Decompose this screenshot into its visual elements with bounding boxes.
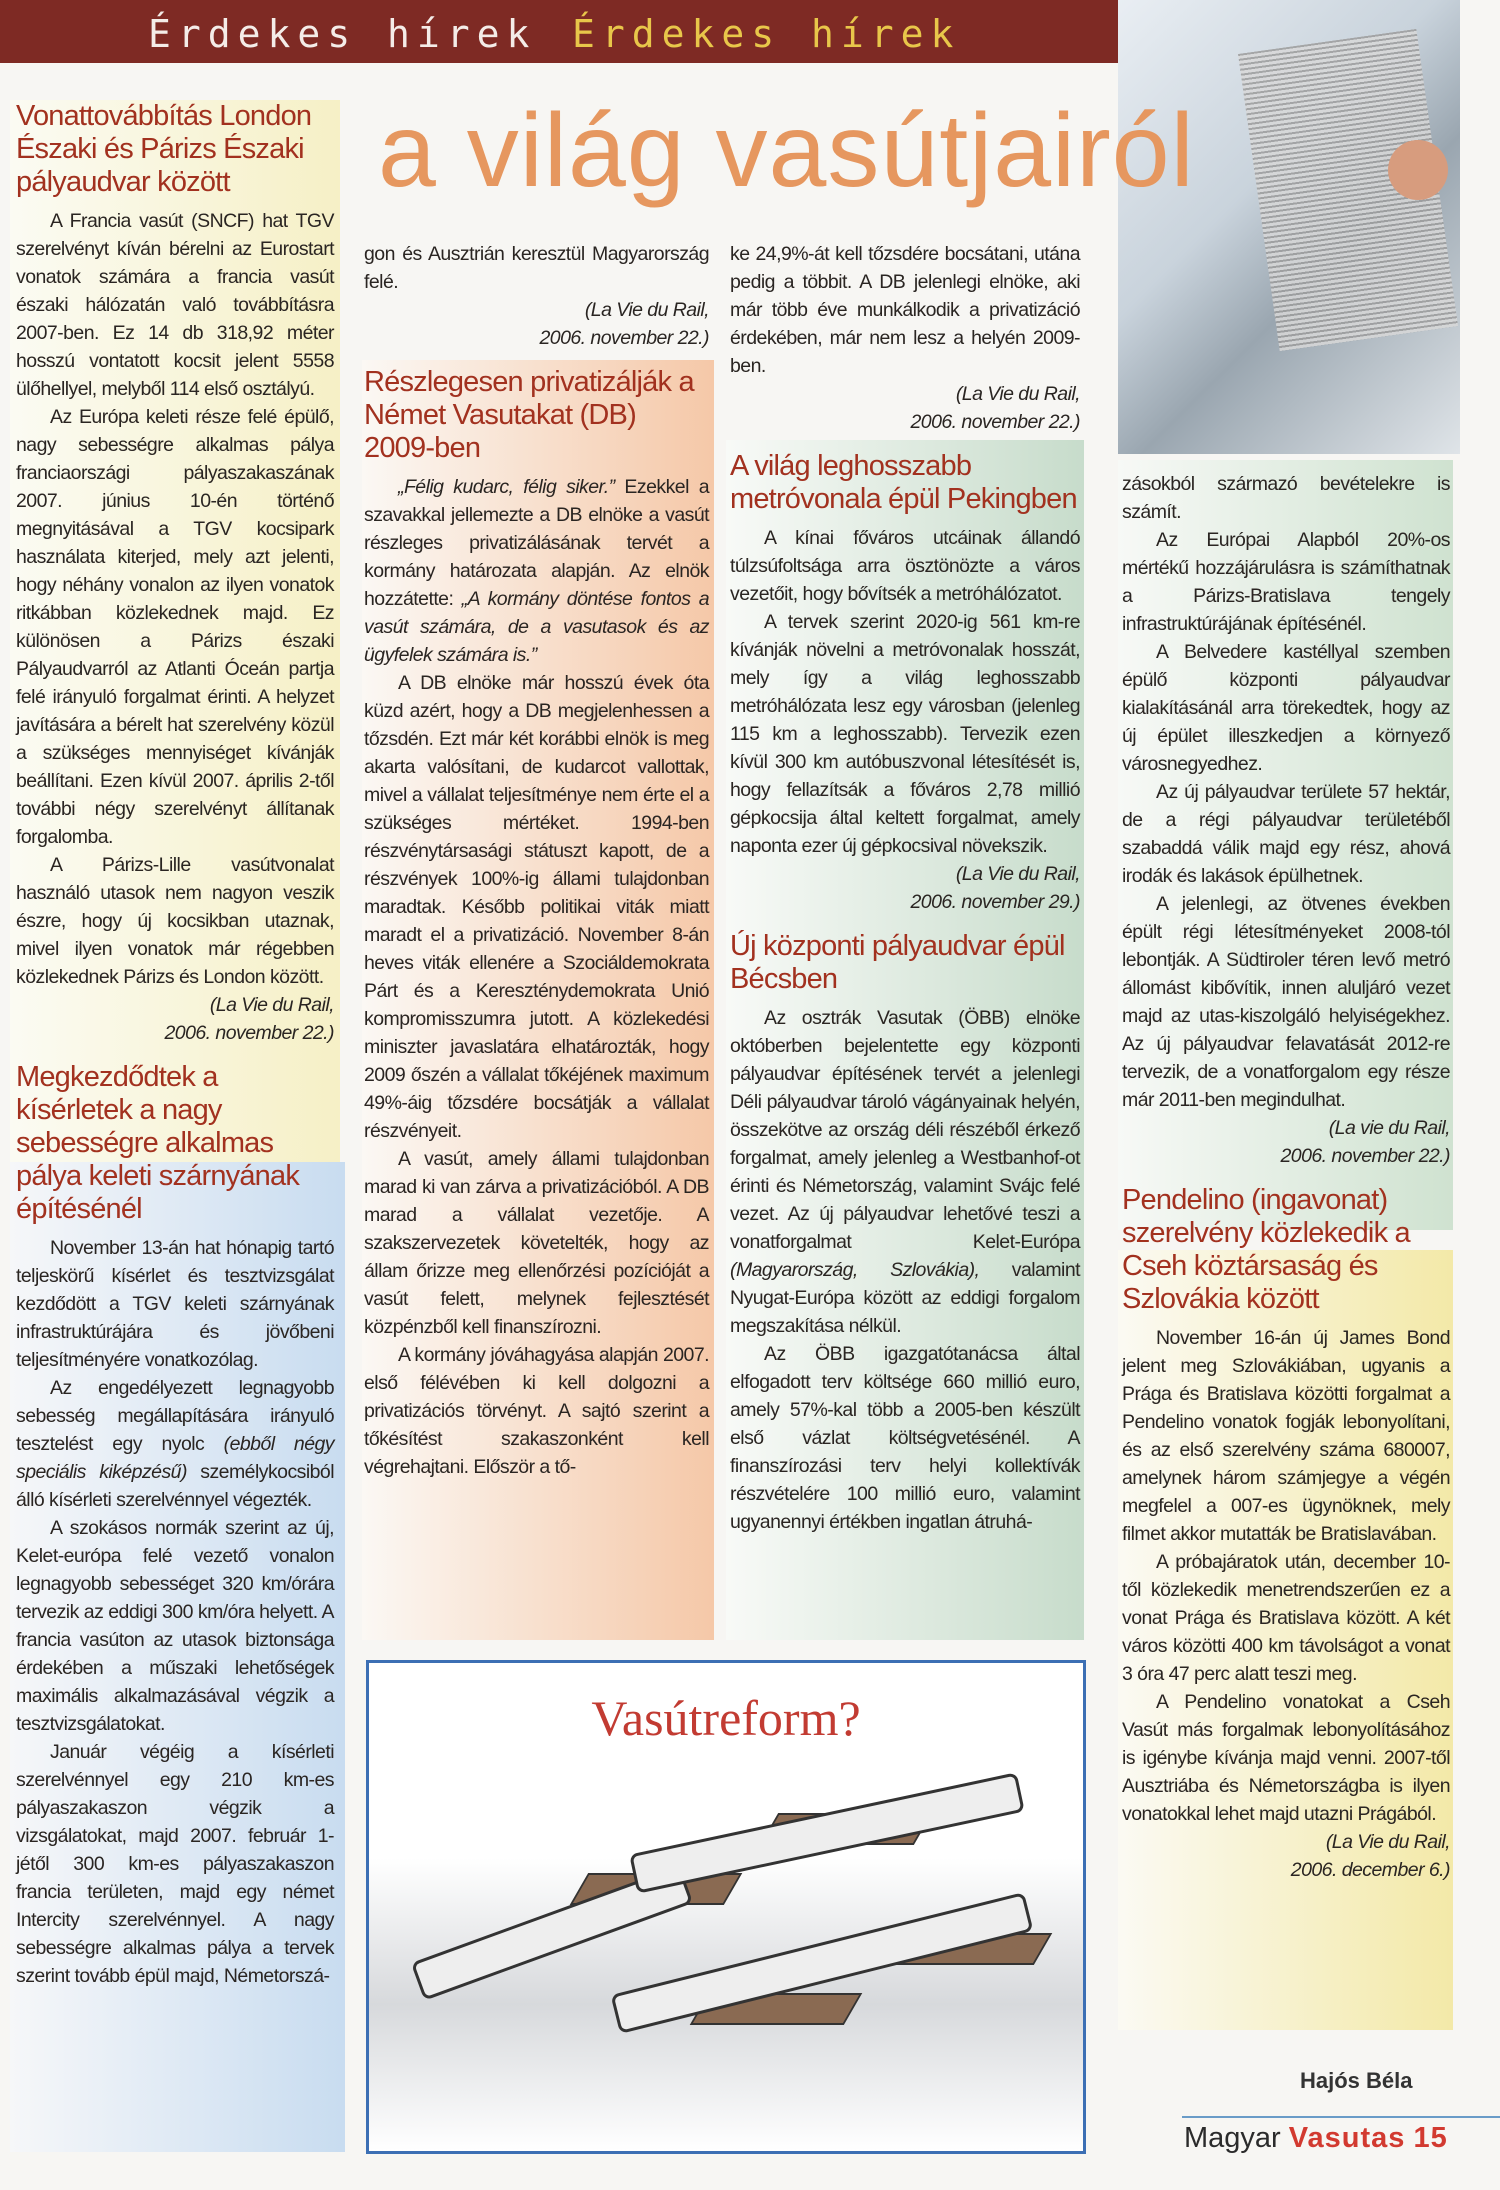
quote: „A kormány döntése fontos a vasút számára, de a vasutasok és az ügyfelek számára is.” (364, 588, 709, 666)
source: (La Vie du Rail, (584, 299, 709, 321)
section-label-accent: Érdekes hírek (572, 12, 961, 56)
italic-text: (ebből négy speciális kiképzésű) (16, 1433, 335, 1483)
paragraph: A jelenlegi, az ötvenes években épült régi létesítményeket 2008-tól lebontják. A Südtiroler téren levő metró állomást kibővítik, innen aluljáró vezet majd az utas-kiszolgáló helyiségekhez. Az új pályaudvar felavatását 2012-re tervezik, de a vonatforgalom egy része már 2011-ben megindulhat. (1122, 893, 1450, 1111)
page-number: 15 (1413, 2122, 1448, 2154)
text: valamint Nyugat-Európa között az eddigi forgalom megszakítása nélkül. (730, 1259, 1080, 1337)
article-london-paris (16, 100, 334, 1047)
source-date: 2006. november 22.) (539, 327, 709, 349)
paragraph: A szokásos normák szerint az új, Kelet-európa felé vezető vonalon legnagyobb sebességet 320 km/órára tervezik az eddigi 300 km/óra helyett. A francia vasúton az utasok biztonsága érdekében a műszaki lehetőségek maximális alkalmazásával végzik a tesztvizsgálatokat. (16, 1517, 334, 1735)
section-header-bar (0, 0, 1120, 63)
source-date: 2006. november 22.) (164, 1022, 334, 1044)
source-date: 2006. november 22.) (1280, 1145, 1450, 1167)
page-title: a világ vasútjairól (378, 93, 1195, 209)
paragraph (364, 473, 709, 669)
footer-divider (1182, 2116, 1500, 2118)
paragraph: A Belvedere kastéllyal szemben épülő központi pályaudvar kialakításánál arra törekedtek, hogy az új épület illeszkedjen a környező városnegyedhez. (1122, 641, 1450, 775)
text: Az osztrák Vasutak (ÖBB) elnöke októberben bejelentette egy központi pályaudvar építésének tervét a jelenlegi Déli pályaudvar tároló vágányainak helyén, összekötve az ország déli részéből érkező forgalmat, amely jelenleg a Westbanhof-ot érinti és Németország, valamint Svájc felé vezet. Az új pályaudvar lehetővé teszi a vonatforgalmat Kelet-Európa (730, 1007, 1080, 1253)
text: Az engedélyezett legnagyobb sebesség megállapítására irányuló tesztelést egy nyolc (16, 1377, 334, 1455)
paragraph: Az Európai Alapból 20%-os mértékű hozzájárulásra is számíthatnak a Párizs-Bratislava tengely infrastruktúrájának építésénél. (1122, 529, 1450, 635)
paragraph: A Francia vasút (SNCF) hat TGV szerelvényt kíván bérelni az Eurostart vonatok számára a francia vasút északi hálózatán való továbbításra 2007-ben. Ez 14 db 318,92 méter hosszú vontatott kocsit jelent 5558 ülőhellyel, melyből 114 első osztályú. (16, 210, 334, 400)
article-title: Megkezdődtek a kísérletek a nagy sebességre alkalmas pálya keleti szárnyának építésénél (16, 1061, 300, 1225)
paragraph-continued: zásokból származó bevételekre is számít. (1122, 473, 1450, 523)
page-footer (1184, 2122, 1448, 2155)
paragraph (16, 1374, 334, 1514)
column-3 (730, 240, 1080, 1536)
paragraph: A DB elnöke már hosszú évek óta küzd azért, hogy a DB megjelenhessen a tőzsdén. Ezt már két korábbi elnök is meg akarta valósítani, de kudarcot vallottak, mivel a vállalat teljesítménye nem érte el a szükséges mértéket. 1994-ben részvénytársasági státuszt kapott, de a részvények 100%-ig állami tulajdonban maradtak. Később politikai viták miatt maradt el a privatizáció. November 8-án heves viták ellenére a Szociáldemokrata Párt és a Kereszténydemokrata Unió kompromisszumra jutott. A közlekedési miniszter javaslatára elhatározták, hogy 2009 őszén a vállalat tőkéjének maximum 49%-áig tőzsdére bocsátják a vállalat részvényeit. (364, 672, 709, 1142)
source-date: 2006. november 29.) (910, 891, 1080, 913)
paragraph: A vasút, amely állami tulajdonban marad ki van zárva a privatizációból. A DB marad a vállalat vezetője. A szakszervezetek követelték, hogy az állam őrizze meg ellenőrzési pozícióját a vasút felett, melynek fejlesztését közpénzből kell finanszírozni. (364, 1148, 709, 1338)
paragraph (730, 1004, 1080, 1340)
text: személykocsiból álló kísérleti szerelvénnyel végezték. (16, 1461, 334, 1511)
article-vienna-station (730, 930, 1080, 1536)
column-1 (16, 100, 334, 1990)
source: (La vie du Rail, (1328, 1117, 1450, 1139)
paragraph: A tervek szerint 2020-ig 561 km-re kívánják növelni a metróvonalak hosszát, mely így a világ leghosszabb metróhálózata lesz egy városban (jelenleg 115 km a leghosszabb). Tervezik ezen kívül 300 km autóbuszvonal létesítését is, hogy fellazítsák a főváros 2,78 millió gépkocsija által keltett forgalmat, amely naponta ezer új gépkocsival növekszik. (730, 611, 1080, 857)
quote: „Félig kudarc, félig siker.” (398, 476, 615, 498)
source: (La Vie du Rail, (955, 383, 1080, 405)
paragraph: November 13-án hat hónapig tartó teljeskörű kísérlet és tesztvizsgálat kezdődött a TGV keleti szárnyának infrastruktúrájára és jövőbeni teljesítményére vonatkozólag. (16, 1237, 334, 1371)
source-date: 2006. december 6.) (1290, 1859, 1450, 1881)
magazine-name-accent: Vasutas (1288, 2122, 1406, 2154)
article-title: A világ leghosszabb metróvonala épül Pekingben (730, 450, 1077, 515)
source-date: 2006. november 22.) (910, 411, 1080, 433)
paragraph: Az új pályaudvar területe 57 hektár, de a régi pályaudvar területéből szabaddá válik majd egy rész, ahová irodák és lakások épülhetnek. (1122, 781, 1450, 887)
magazine-name: Magyar (1184, 2122, 1281, 2154)
article-title: Pendelino (ingavonat) szerelvény közlekedik a Cseh köztársaság és Szlovákia között (1122, 1184, 1410, 1315)
article-title: Vonattovábbítás London Északi és Párizs Északi pályaudvar között (16, 100, 312, 198)
text: Ezekkel a szavakkal jellemezte a DB elnöke a vasút részleges privatizálásának tervét a kormány határozata alapján. Az elnök hozzátette: (364, 476, 709, 610)
paragraph: A kínai főváros utcáinak állandó túlzsúfoltsága arra ösztönözte a város vezetőit, hogy bővítsék a metróhálózatot. (730, 527, 1080, 605)
italic-text: (Magyarország, Szlovákia), (730, 1259, 980, 1281)
paragraph: A Pendelino vonatokat a Cseh Vasút más forgalmak lebonyolításához is igénybe kívánja majd venni. 2007-től Ausztriába és Németországba is ilyen vonatokkal lehet majd utazni Prágából. (1122, 1691, 1450, 1825)
article-tgv-tests (16, 1061, 334, 1990)
column-2 (364, 240, 709, 1481)
article-title: Új központi pályaudvar épül Bécsben (730, 930, 1065, 995)
article-pendelino (1122, 1184, 1450, 1884)
paragraph: A Párizs-Lille vasútvonalat használó utasok nem nagyon veszik észre, hogy új kocsikban utaznak, mivel ilyen vonatok már régebben közlekednek Párizs és London között. (16, 854, 334, 988)
source: (La Vie du Rail, (955, 863, 1080, 885)
article-title: Részlegesen privatizálják a Német Vasutakat (DB) 2009-ben (364, 366, 694, 464)
paragraph: November 16-án új James Bond jelent meg Szlovákiában, ugyanis a Prága és Bratislava közötti forgalmat a Pendelino vonatok fogják lebonyolítani, és az első szerelvény száma 680007, amelynek három számjegye a végén megfelel a 007-es ügynöknek, mely filmet akkor mutatták be Bratislavában. (1122, 1327, 1450, 1545)
paragraph-continued: gon és Ausztrián keresztül Magyarország felé. (364, 243, 709, 293)
paragraph: A kormány jóváhagyása alapján 2007. első félévében ki kell dolgozni a privatizációs törvényt. A sajtó szerint a tőkésítést szakaszonként kell végrehajtani. Először a tő- (364, 1344, 709, 1478)
article-beijing-metro (730, 450, 1080, 916)
newspaper-reader-photo (1118, 0, 1460, 454)
author-name: Hajós Béla (1300, 2068, 1413, 2093)
section-label: Érdekes hírek (148, 12, 537, 56)
paragraph: Az Európa keleti része felé épülő, nagy sebességre alkalmas pálya franciaországi pályaszakaszának 2007. június 10-én történő megnyitásával a TGV kocsipark használata kiterjed, mely azt jelenti, hogy néhány vonalon az ilyen vonatok ritkábban közlekednek majd. Ez különösen a Párizs északi Pályaudvarról az Atlanti Óceán partja felé irányuló forgalmat érinti. A helyzet javítására a bérelt hat szerelvény közül a szükséges mennyiséget kívánják beállítani. Ezen kívül 2007. április 2-től további négy szerelvényt állítanak forgalomba. (16, 406, 334, 848)
paragraph: A próbajáratok után, december 10-től közlekedik menetrendszerűen ez a vonat Prága és Bratislava között. A két város közötti 400 km távolságot a vonat 3 óra 47 perc alatt teszi meg. (1122, 1551, 1450, 1685)
paragraph: Január végéig a kísérleti szerelvénnyel egy 210 km-es pályaszakaszon végzik a vizsgálatokat, majd 2007. február 1-jétől 300 km-es pályaszakaszon francia területen, majd egy német Intercity szerelvénnyel. A nagy sebességre alkalmas pálya a tervek szerint tovább épül majd, Németorszá- (16, 1741, 334, 1987)
article-db-privatization (364, 366, 709, 1481)
source: (La Vie du Rail, (1325, 1831, 1450, 1853)
cartoon-illustration (366, 1660, 1086, 2154)
column-4 (1122, 470, 1450, 1884)
paragraph: Az ÖBB igazgatótanácsa által elfogadott terv költsége 660 millió euro, amely 57%-kal több a 2005-ben készült első vázlat költségvetésénél. A finanszírozási terv helyi kollektívák részvételére 100 millió euro, valamint ugyanennyi értékben ingatlan átruhá- (730, 1343, 1080, 1533)
source: (La Vie du Rail, (209, 994, 334, 1016)
paragraph-continued: ke 24,9%-át kell tőzsdére bocsátani, utána pedig a többit. A DB jelenlegi elnöke, aki már több éve munkálkodik a privatizáció érdekében, már nem lesz a helyén 2009-ben. (730, 243, 1080, 377)
cartoon-title: Vasútreform? (591, 1690, 861, 1746)
